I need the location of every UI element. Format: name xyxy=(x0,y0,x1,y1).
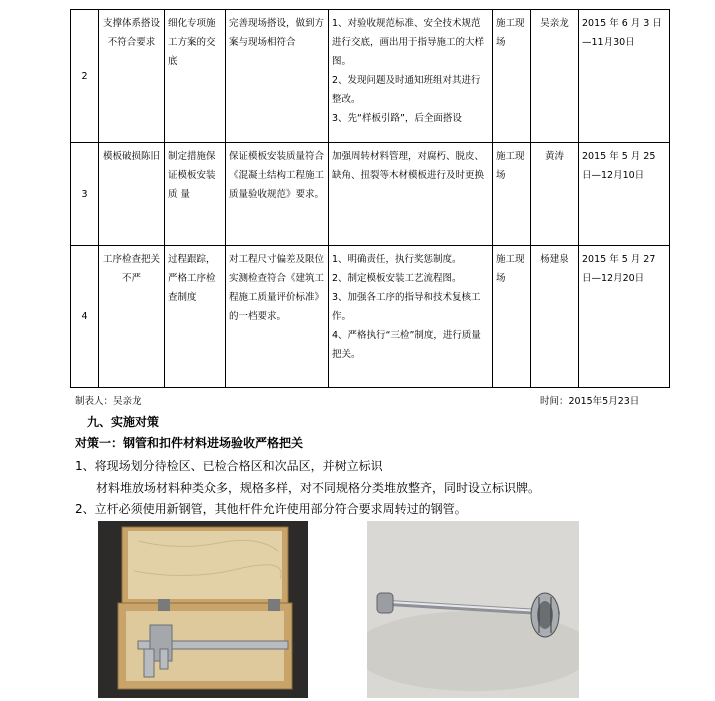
row-number: 3 xyxy=(71,143,99,246)
measure-heading: 对策一：钢管和扣件材料进场验收严格把关 xyxy=(75,436,304,450)
row-number: 2 xyxy=(71,10,99,143)
torque-wrench-photo xyxy=(367,521,579,698)
body-line: 材料堆放场材料种类众多，规格多样，对不同规格分类堆放整齐，同时设立标识牌。 xyxy=(96,481,541,495)
table-date: 时间：2015年5月23日 xyxy=(540,396,640,407)
section-heading: 九、实施对策 xyxy=(87,415,160,429)
table-row xyxy=(71,246,670,388)
actions-cell xyxy=(329,143,493,246)
table-row xyxy=(71,143,670,246)
action-line: 1、对验收规范标准、安全技术规范进行交底，画出用于指导施工的大样图。 xyxy=(332,18,485,67)
time-cell: 2015 年 5 月 25 日—12月10日 xyxy=(579,143,670,246)
actions-cell xyxy=(329,10,493,143)
owner-cell: 黄涛 xyxy=(531,143,579,246)
row-number: 4 xyxy=(71,246,99,388)
table-row xyxy=(71,10,670,143)
action-line: 4、严格执行“三检”制度，进行质量把关。 xyxy=(332,330,481,360)
actions-cell xyxy=(329,246,493,388)
goal-cell: 对工程尺寸偏差及限位实测检查符合《建筑工程施工质量评价标准》的一档要求。 xyxy=(226,246,329,388)
measure-cell: 过程跟踪，严格工序检查制度 xyxy=(165,246,226,388)
body-line: 2、立杆必须使用新钢管，其他杆件允许使用部分符合要求周转过的钢管。 xyxy=(75,502,467,516)
vernier-caliper-photo xyxy=(98,521,308,698)
owner-cell: 吴亲龙 xyxy=(531,10,579,143)
problem-cell: 模板破损陈旧 xyxy=(99,143,165,246)
action-line: 2、发现问题及时通知班组对其进行整改。 xyxy=(332,75,481,105)
location-cell: 施工现场 xyxy=(493,143,531,246)
caliper-case-illustration xyxy=(98,521,308,698)
torque-wrench-illustration xyxy=(367,521,579,698)
action-line: 1、明确责任，执行奖惩制度。 xyxy=(332,254,462,265)
goal-cell: 保证模板安装质量符合《混凝土结构工程施工质量验收规范》要求。 xyxy=(226,143,329,246)
countermeasure-table xyxy=(70,9,670,388)
location-cell: 施工现场 xyxy=(493,246,531,388)
action-line: 加强周转材料管理，对腐朽、脱皮、缺角、扭裂等木材模板进行及时更换 xyxy=(332,151,485,181)
table-maker: 制表人：吴亲龙 xyxy=(75,396,142,407)
body-line: 1、将现场划分待检区、已检合格区和次品区，并树立标识 xyxy=(75,459,383,473)
action-line: 3、先“样板引路”，后全面搭设 xyxy=(332,113,462,124)
measure-cell: 制定措施保证模板安装质 量 xyxy=(165,143,226,246)
action-line: 2、制定模板安装工艺流程图。 xyxy=(332,273,462,284)
measure-cell: 细化专项施工方案的交底 xyxy=(165,10,226,143)
time-cell: 2015 年 6 月 3 日—11月30日 xyxy=(579,10,670,143)
time-cell: 2015 年 5 月 27 日—12月20日 xyxy=(579,246,670,388)
owner-cell: 杨建泉 xyxy=(531,246,579,388)
location-cell: 施工现场 xyxy=(493,10,531,143)
problem-cell: 工序检查把关不严 xyxy=(99,246,165,388)
action-line: 3、加强各工序的指导和技术复核工作。 xyxy=(332,292,481,322)
goal-cell: 完善现场搭设，做到方案与现场相符合 xyxy=(226,10,329,143)
problem-cell: 支撑体系搭设不符合要求 xyxy=(99,10,165,143)
